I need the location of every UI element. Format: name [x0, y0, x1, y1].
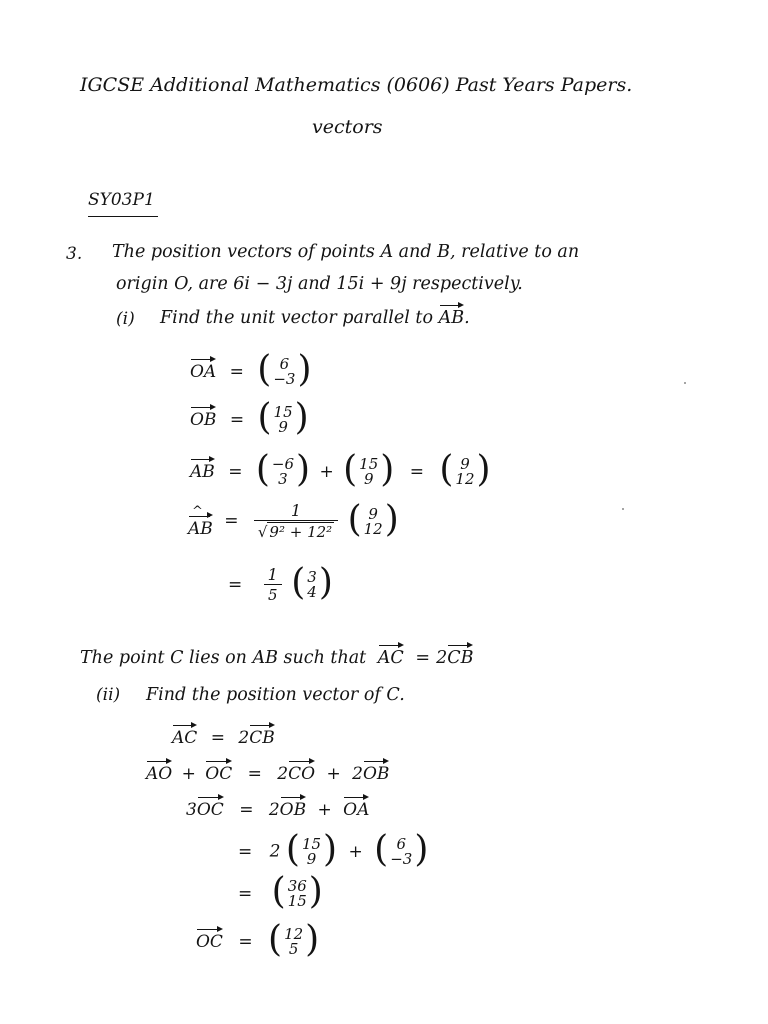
- paper-code-underline: [88, 216, 158, 217]
- part-i-text: Find the unit vector parallel to: [160, 308, 433, 328]
- scan-speck: [622, 508, 624, 510]
- right-paren: ): [318, 562, 333, 603]
- document-title: IGCSE Additional Mathematics (0606) Past Years Papers.: [80, 74, 633, 96]
- component-top: −6: [271, 455, 295, 473]
- plus-sign: +: [348, 841, 363, 862]
- column-vector-3oc: [271, 871, 323, 912]
- part-ii-label: (ii): [96, 685, 121, 705]
- equals-sign: =: [239, 800, 254, 820]
- left-paren: (: [255, 449, 270, 490]
- vector-ao: AO: [146, 760, 172, 783]
- vector-components: [455, 457, 474, 487]
- component-bottom: 15: [287, 892, 307, 910]
- work-i-line-2: [190, 397, 309, 438]
- work-ii-line-2: [146, 760, 389, 783]
- component-top: 15: [301, 835, 322, 853]
- equals-sign: =: [228, 461, 243, 482]
- component-top: 36: [287, 877, 307, 895]
- scalar-two: 2: [277, 764, 289, 784]
- scalar-two: 2: [352, 764, 363, 784]
- paper-code: SY03P1: [88, 190, 155, 210]
- vector-ob: OB: [190, 406, 216, 429]
- vector-components: [363, 504, 383, 538]
- plus-sign: +: [326, 764, 341, 784]
- left-paren: (: [268, 919, 283, 960]
- component-top: 15: [359, 455, 379, 473]
- sqrt-radicand: 9² + 12²: [269, 523, 333, 541]
- vector-ac: AC: [172, 724, 197, 747]
- component-bottom: 12: [363, 519, 383, 538]
- vector-co: CO: [288, 760, 315, 783]
- component-top: 9: [460, 455, 470, 473]
- left-paren: (: [285, 829, 300, 870]
- vector-components: [288, 879, 307, 909]
- work-i-line-4: [188, 498, 399, 541]
- condition-text: The point C lies on AB such that: [80, 648, 367, 668]
- component-bottom: 3: [278, 470, 288, 488]
- plus-sign: +: [317, 800, 332, 820]
- right-paren: ): [296, 449, 311, 490]
- vector-oc: OC: [205, 760, 232, 783]
- part-ii-prompt: Find the position vector of C.: [146, 685, 405, 705]
- column-vector-ao: [255, 449, 311, 490]
- vector-label: AB: [188, 519, 213, 539]
- work-ii-line-1: [172, 724, 275, 747]
- vector-oa: OA: [343, 796, 369, 819]
- document-subtitle: vectors: [312, 116, 383, 138]
- component-bottom: −3: [273, 370, 296, 388]
- equals-sign: =: [247, 764, 262, 784]
- column-vector-ob-term: [343, 449, 395, 490]
- vector-components: [302, 837, 321, 867]
- work-i-line-1: [190, 349, 312, 390]
- right-paren: ): [308, 871, 323, 912]
- vector-components: [307, 570, 317, 600]
- vector-ob: OB: [280, 796, 306, 819]
- work-i-line-5: [228, 562, 333, 604]
- component-bottom: 4: [307, 583, 317, 601]
- vector-ac: AC: [378, 644, 404, 668]
- vector-components: [284, 927, 303, 957]
- component-top: 9: [368, 504, 378, 523]
- part-i-period: .: [464, 308, 470, 328]
- hat-symbol: ^: [192, 504, 203, 519]
- vector-components: [274, 405, 293, 435]
- equals-sign: =: [415, 648, 431, 668]
- left-paren: (: [439, 449, 454, 490]
- vector-components: [390, 837, 412, 867]
- left-paren: (: [347, 498, 362, 540]
- vector-components: [272, 457, 294, 487]
- magnitude-fraction: [254, 502, 338, 541]
- right-paren: ): [414, 829, 429, 870]
- left-paren: (: [257, 397, 272, 438]
- question-stem-line-2: origin O, are 6i − 3j and 15i + 9j respectively.: [116, 274, 523, 294]
- component-top: 3: [307, 568, 317, 586]
- component-bottom: 5: [288, 940, 299, 958]
- vector-cb: CB: [447, 644, 473, 668]
- work-ii-line-4: [238, 829, 429, 870]
- part-i-vector-ab: AB: [439, 304, 465, 328]
- left-paren: (: [271, 871, 286, 912]
- scalar-two: 2: [268, 800, 280, 820]
- right-paren: ): [297, 349, 312, 390]
- left-paren: (: [257, 349, 272, 390]
- scalar-fraction: [264, 566, 282, 604]
- component-top: 12: [284, 925, 304, 943]
- equals-sign: =: [229, 409, 245, 430]
- vector-ab: AB: [190, 458, 215, 481]
- vector-oc: OC: [196, 928, 223, 951]
- column-vector-unit-result: [291, 562, 333, 603]
- vector-oa: OA: [190, 358, 216, 381]
- right-paren: ): [476, 449, 491, 490]
- part-i-prompt: [160, 304, 470, 328]
- column-vector-ob-values: [285, 829, 338, 870]
- fraction-numerator: 1: [290, 501, 302, 520]
- vector-ob: OB: [363, 760, 389, 783]
- fraction-denominator: 5: [264, 584, 282, 604]
- component-top: 6: [279, 355, 290, 373]
- right-paren: ): [305, 919, 320, 960]
- equals-sign: =: [229, 361, 244, 382]
- equals-sign: =: [238, 841, 253, 862]
- sqrt-sign: √: [257, 523, 268, 541]
- equals-sign: =: [238, 931, 253, 952]
- component-top: 6: [396, 835, 407, 853]
- question-number: 3.: [66, 244, 83, 264]
- vector-cb: CB: [249, 724, 275, 747]
- work-ii-line-6: [196, 919, 320, 960]
- column-vector-ob: [257, 397, 309, 438]
- unit-vector-ab: [188, 505, 213, 538]
- column-vector-ab-result: [439, 449, 491, 490]
- column-vector-oa: [257, 349, 312, 390]
- equals-sign: =: [224, 511, 239, 531]
- column-vector-oc-result: [268, 919, 320, 960]
- fraction-denominator: [254, 520, 338, 541]
- left-paren: (: [343, 449, 358, 490]
- condition-statement: [80, 644, 473, 668]
- component-bottom: 9: [278, 418, 288, 436]
- left-paren: (: [291, 562, 306, 603]
- scalar-three: 3: [186, 800, 197, 820]
- equals-sign: =: [409, 461, 424, 482]
- work-ii-line-5: [238, 871, 323, 912]
- equals-sign: =: [238, 883, 253, 904]
- fraction-numerator: 1: [267, 565, 278, 584]
- component-bottom: 9: [363, 470, 374, 488]
- column-vector-ab-unit: [347, 498, 399, 540]
- work-ii-line-3: [186, 796, 369, 819]
- question-stem-line-1: The position vectors of points A and B, relative to an: [112, 242, 580, 262]
- scalar-two: 2: [436, 648, 448, 668]
- right-paren: ): [384, 498, 399, 540]
- scalar-two: 2: [269, 841, 281, 862]
- component-top: 15: [273, 403, 293, 421]
- part-i-label: (i): [116, 309, 135, 329]
- equals-sign: =: [228, 574, 243, 595]
- right-paren: ): [294, 397, 309, 438]
- vector-arrow: [189, 516, 210, 517]
- work-i-line-3: [190, 449, 491, 490]
- vector-components: [359, 457, 378, 487]
- plus-sign: +: [319, 461, 334, 482]
- vector-oc: OC: [197, 796, 224, 819]
- scalar-two: 2: [238, 728, 250, 748]
- component-bottom: −3: [390, 850, 413, 868]
- plus-sign: +: [181, 764, 196, 784]
- left-paren: (: [374, 829, 389, 870]
- scan-speck: [684, 382, 686, 384]
- component-bottom: 12: [455, 470, 475, 488]
- equals-sign: =: [210, 728, 225, 748]
- component-bottom: 9: [306, 850, 317, 868]
- column-vector-oa-values: [374, 829, 429, 870]
- right-paren: ): [380, 449, 395, 490]
- vector-components: [273, 357, 295, 387]
- right-paren: ): [323, 829, 338, 870]
